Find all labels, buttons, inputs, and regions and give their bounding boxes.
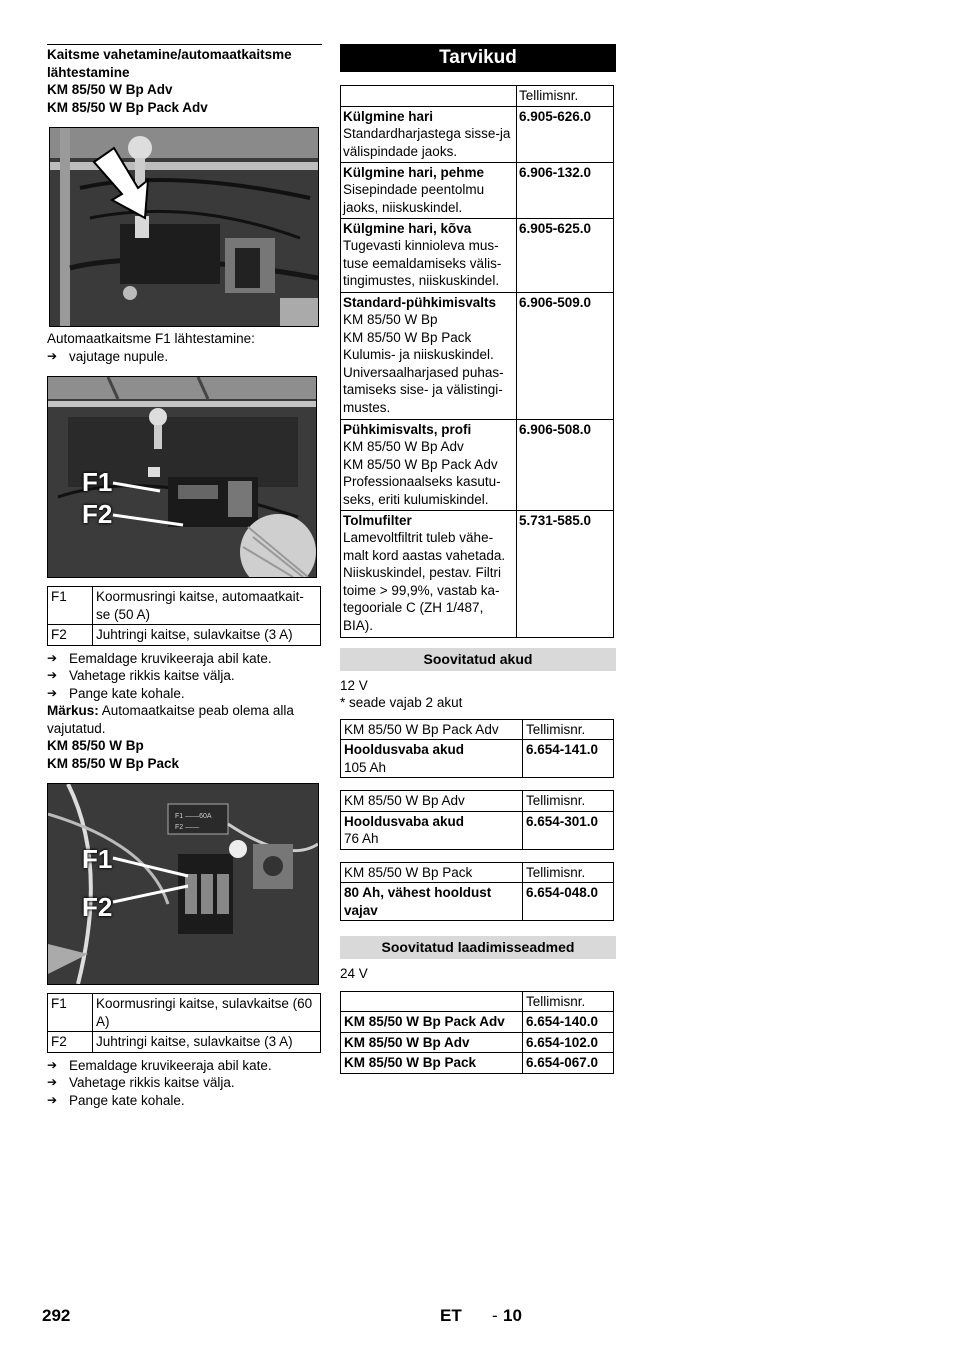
- callout-f1: F1: [82, 844, 113, 874]
- model-heading: KM 85/50 W Bp: [47, 738, 144, 753]
- table-row: KM 85/50 W Bp Pack Adv 6.654-140.0: [341, 1012, 614, 1033]
- steps-list-1: [47, 650, 322, 703]
- list-item: ➔ Eemaldage kruvikeeraja abil kate.: [47, 1057, 272, 1073]
- table-row: F1 Koormusringi kaitse, sulavkaitse (60 A): [48, 994, 321, 1032]
- arrow-right-icon: ➔: [47, 348, 58, 363]
- list-item: ➔ Vahetage rikkis kaitse välja.: [47, 668, 235, 683]
- chargers-heading: Soovitatud laadimisseadmed: [340, 936, 616, 959]
- table-header-row: [341, 86, 614, 107]
- table-row: 80 Ah, vähest hooldust vajav 6.654-048.0: [341, 883, 614, 921]
- page-number: 292: [42, 1306, 71, 1325]
- heading-line: Kaitsme vahetamine/automaatkaitsme: [47, 47, 292, 62]
- batteries-heading: Soovitatud akud: [340, 648, 616, 671]
- section-page-number: 10: [503, 1306, 522, 1325]
- table-row: F2 Juhtringi kaitse, sulavkaitse (3 A): [48, 1032, 321, 1053]
- table-row: KM 85/50 W Bp Adv 6.654-102.0: [341, 1032, 614, 1053]
- list-item: ➔ Vahetage rikkis kaitse välja.: [47, 1075, 235, 1090]
- batteries-note: * seade vajab 2 akut: [340, 695, 463, 710]
- table-row: Pühkimisvalts, profi KM 85/50 W Bp Adv KM 85/50 W Bp Pack Adv Professionaalseks kasutu-seks, eriti kulumiskindel. 6.906-508.0: [341, 419, 614, 510]
- accessories-table: [340, 85, 614, 638]
- list-item: ➔ Eemaldage kruvikeeraja abil kate.: [47, 650, 272, 666]
- photo-reset-button: [49, 127, 319, 327]
- left-column: [47, 44, 322, 1109]
- heading-model: KM 85/50 W Bp Adv: [47, 82, 173, 97]
- photo-fuses-adv: [47, 376, 317, 578]
- model-heading: KM 85/50 W Bp Pack: [47, 755, 180, 771]
- footer-dash: -: [492, 1306, 498, 1325]
- callout-f2: F2: [82, 499, 113, 529]
- svg-text:F2 ——: F2 ——: [175, 824, 200, 831]
- battery-table-1: [340, 719, 614, 779]
- steps-list-2: [47, 1057, 322, 1110]
- table-header-row: KM 85/50 W Bp Pack Tellimisnr.: [341, 862, 614, 883]
- arrow-right-icon: ➔: [47, 1092, 58, 1107]
- table-row: Külgmine hari, kõva Tugevasti kinnioleva mus-tuse eemaldamiseks välis-tingimustes, niiskuskindel. 6.905-625.0: [341, 218, 614, 292]
- section-heading: [47, 44, 322, 116]
- legend-table-2: [47, 993, 321, 1053]
- arrow-right-icon: ➔: [47, 685, 58, 700]
- heading-line: lähtestamine: [47, 64, 130, 80]
- batteries-voltage: 12 V: [340, 677, 368, 693]
- table-row: Standard-pühkimisvalts KM 85/50 W Bp KM 85/50 W Bp Pack Kulumis- ja niiskuskindel. Universaalharjased puhas-tamiseks sise- ja välistingi-mustes. 6.906-509.0: [341, 292, 614, 419]
- heading-model: KM 85/50 W Bp Pack Adv: [47, 99, 208, 115]
- right-column: [340, 44, 616, 1074]
- intro-step: ➔ vajutage nupule.: [47, 348, 169, 364]
- chargers-table: [340, 991, 614, 1074]
- note: Märkus: Automaatkaitse peab olema alla vajutatud.: [47, 703, 294, 736]
- table-row: KM 85/50 W Bp Pack 6.654-067.0: [341, 1053, 614, 1074]
- callout-f1: F1: [82, 467, 113, 497]
- arrow-right-icon: ➔: [47, 1057, 58, 1072]
- language-code: ET: [440, 1306, 462, 1325]
- table-header-row: KM 85/50 W Bp Pack Adv Tellimisnr.: [341, 719, 614, 740]
- battery-table-2: [340, 790, 614, 850]
- table-row: Külgmine hari, pehme Sisepindade peentolmu jaoks, niiskuskindel. 6.906-132.0: [341, 162, 614, 218]
- table-row: Hooldusvaba akud 105 Ah 6.654-141.0: [341, 740, 614, 778]
- table-row: F2 Juhtringi kaitse, sulavkaitse (3 A): [48, 625, 321, 646]
- column-header: Tellimisnr.: [517, 86, 614, 107]
- arrow-right-icon: ➔: [47, 668, 58, 682]
- chargers-voltage: 24 V: [340, 966, 368, 981]
- arrow-right-icon: ➔: [47, 650, 58, 665]
- table-header-row: KM 85/50 W Bp Adv Tellimisnr.: [341, 791, 614, 812]
- list-item: ➔ Pange kate kohale.: [47, 685, 185, 701]
- callout-f2: F2: [82, 892, 113, 922]
- battery-table-3: [340, 862, 614, 922]
- section-title: Tarvikud: [340, 44, 616, 72]
- list-item: ➔ Pange kate kohale.: [47, 1092, 185, 1108]
- intro-text: Automaatkaitsme F1 lähtestamine:: [47, 331, 255, 346]
- table-header-row: Tellimisnr.: [341, 991, 614, 1012]
- arrow-right-icon: ➔: [47, 1075, 58, 1089]
- svg-text:F1 ——60A: F1 ——60A: [175, 813, 212, 820]
- photo-fuses-basic: [47, 783, 319, 985]
- table-row: Külgmine hari Standardharjastega sisse-ja välispindade jaoks. 6.905-626.0: [341, 106, 614, 162]
- table-row: Hooldusvaba akud 76 Ah 6.654-301.0: [341, 811, 614, 849]
- table-row: Tolmufilter Lamevoltfiltrit tuleb vähe-malt kord aastas vahetada. Niiskuskindel, pestav. Filtri toime > 99,9%, vastab ka-tegooriale C (ZH 1/487, BIA). 5.731-585.0: [341, 510, 614, 637]
- legend-table-1: [47, 586, 321, 646]
- table-row: F1 Koormusringi kaitse, automaatkait-se (50 A): [48, 587, 321, 625]
